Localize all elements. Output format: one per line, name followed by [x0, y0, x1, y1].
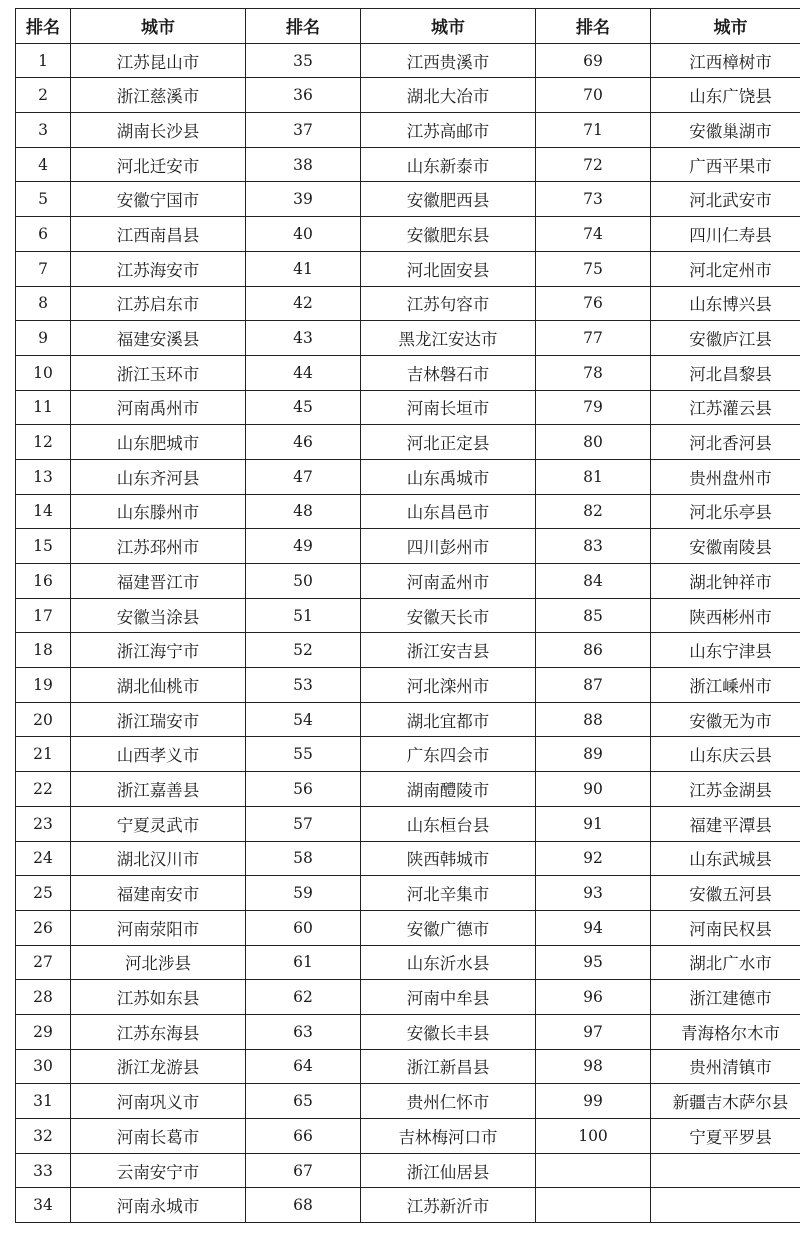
- rank-cell: 71: [536, 113, 651, 148]
- rank-cell: 14: [16, 494, 71, 529]
- rank-cell: 16: [16, 564, 71, 599]
- city-cell: 河北武安市: [651, 182, 800, 217]
- table-row: [16, 806, 800, 841]
- rank-cell: 59: [246, 876, 361, 911]
- city-cell: 安徽宁国市: [71, 182, 246, 217]
- city-cell: 贵州盘州市: [651, 459, 800, 494]
- rank-cell: 81: [536, 459, 651, 494]
- rank-cell: 87: [536, 668, 651, 703]
- table-row: [16, 113, 800, 148]
- city-cell: 河北定州市: [651, 251, 800, 286]
- city-cell: 江苏句容市: [361, 286, 536, 321]
- rank-cell: 29: [16, 1014, 71, 1049]
- rank-cell: 90: [536, 772, 651, 807]
- rank-cell: 5: [16, 182, 71, 217]
- rank-cell: 53: [246, 668, 361, 703]
- header-city-3: 城市: [651, 9, 800, 44]
- rank-cell: 44: [246, 355, 361, 390]
- rank-cell: 66: [246, 1119, 361, 1154]
- city-cell: 江苏如东县: [71, 980, 246, 1015]
- city-cell: 浙江海宁市: [71, 633, 246, 668]
- rank-cell: 48: [246, 494, 361, 529]
- city-cell: 河南荥阳市: [71, 910, 246, 945]
- rank-cell: 68: [246, 1188, 361, 1223]
- rank-cell: 42: [246, 286, 361, 321]
- table-row: [16, 286, 800, 321]
- city-cell: 河北正定县: [361, 425, 536, 460]
- city-cell: 陕西彬州市: [651, 598, 800, 633]
- city-cell: [651, 1153, 800, 1188]
- city-cell: 河南长葛市: [71, 1119, 246, 1154]
- city-cell: 湖北仙桃市: [71, 668, 246, 703]
- table-row: [16, 668, 800, 703]
- rank-cell: 15: [16, 529, 71, 564]
- city-cell: 四川仁寿县: [651, 217, 800, 252]
- city-cell: 浙江新昌县: [361, 1049, 536, 1084]
- city-cell: 江苏高邮市: [361, 113, 536, 148]
- city-cell: 安徽肥西县: [361, 182, 536, 217]
- city-cell: 山东桓台县: [361, 806, 536, 841]
- table-row: [16, 1119, 800, 1154]
- rank-cell: 100: [536, 1119, 651, 1154]
- rank-cell: 13: [16, 459, 71, 494]
- rank-cell: 89: [536, 737, 651, 772]
- rank-cell: 10: [16, 355, 71, 390]
- rank-cell: 51: [246, 598, 361, 633]
- rank-cell: 82: [536, 494, 651, 529]
- city-cell: 江苏海安市: [71, 251, 246, 286]
- rank-cell: 41: [246, 251, 361, 286]
- rank-cell: 91: [536, 806, 651, 841]
- rank-cell: 75: [536, 251, 651, 286]
- city-cell: 宁夏灵武市: [71, 806, 246, 841]
- rank-cell: 24: [16, 841, 71, 876]
- city-cell: [651, 1188, 800, 1223]
- rank-cell: 40: [246, 217, 361, 252]
- city-cell: 安徽肥东县: [361, 217, 536, 252]
- city-cell: 江苏启东市: [71, 286, 246, 321]
- city-cell: 福建安溪县: [71, 321, 246, 356]
- table-row: [16, 1084, 800, 1119]
- table-row: [16, 425, 800, 460]
- city-cell: 河北辛集市: [361, 876, 536, 911]
- city-cell: 河北滦州市: [361, 668, 536, 703]
- city-cell: 贵州仁怀市: [361, 1084, 536, 1119]
- rank-cell: 86: [536, 633, 651, 668]
- rank-cell: 25: [16, 876, 71, 911]
- rank-cell: 35: [246, 43, 361, 78]
- rank-cell: 57: [246, 806, 361, 841]
- city-cell: 河南永城市: [71, 1188, 246, 1223]
- table-row: [16, 217, 800, 252]
- table-row: [16, 459, 800, 494]
- city-cell: 江苏东海县: [71, 1014, 246, 1049]
- rank-cell: 11: [16, 390, 71, 425]
- rank-cell: 69: [536, 43, 651, 78]
- city-cell: 山东博兴县: [651, 286, 800, 321]
- table-header-row: [16, 9, 800, 44]
- city-cell: 河北迁安市: [71, 147, 246, 182]
- rank-cell: 58: [246, 841, 361, 876]
- city-cell: 湖南长沙县: [71, 113, 246, 148]
- city-cell: 浙江建德市: [651, 980, 800, 1015]
- city-cell: 江西樟树市: [651, 43, 800, 78]
- city-cell: 山东沂水县: [361, 945, 536, 980]
- city-cell: 江苏邳州市: [71, 529, 246, 564]
- city-cell: 河南禹州市: [71, 390, 246, 425]
- rank-cell: 50: [246, 564, 361, 599]
- rank-cell: 18: [16, 633, 71, 668]
- rank-cell: 23: [16, 806, 71, 841]
- city-cell: 江苏金湖县: [651, 772, 800, 807]
- city-cell: 湖北钟祥市: [651, 564, 800, 599]
- table-row: [16, 147, 800, 182]
- rank-cell: 8: [16, 286, 71, 321]
- city-cell: 山东武城县: [651, 841, 800, 876]
- rank-cell: 63: [246, 1014, 361, 1049]
- rank-cell: 31: [16, 1084, 71, 1119]
- rank-cell: 73: [536, 182, 651, 217]
- city-cell: 宁夏平罗县: [651, 1119, 800, 1154]
- rank-cell: 52: [246, 633, 361, 668]
- city-cell: 广西平果市: [651, 147, 800, 182]
- rank-cell: 43: [246, 321, 361, 356]
- rank-cell: [536, 1153, 651, 1188]
- city-cell: 湖北大冶市: [361, 78, 536, 113]
- rank-cell: 70: [536, 78, 651, 113]
- city-cell: 贵州清镇市: [651, 1049, 800, 1084]
- city-cell: 江西南昌县: [71, 217, 246, 252]
- table-row: [16, 598, 800, 633]
- rank-cell: 1: [16, 43, 71, 78]
- table-row: [16, 1188, 800, 1223]
- rank-cell: 65: [246, 1084, 361, 1119]
- header-rank-2: 排名: [246, 9, 361, 44]
- rank-cell: 79: [536, 390, 651, 425]
- header-rank-1: 排名: [16, 9, 71, 44]
- city-cell: 山东昌邑市: [361, 494, 536, 529]
- rank-cell: 30: [16, 1049, 71, 1084]
- rank-cell: 27: [16, 945, 71, 980]
- city-cell: 安徽无为市: [651, 702, 800, 737]
- city-cell: 福建平潭县: [651, 806, 800, 841]
- city-cell: 安徽巢湖市: [651, 113, 800, 148]
- rank-cell: 88: [536, 702, 651, 737]
- table-row: [16, 1014, 800, 1049]
- header-rank-3: 排名: [536, 9, 651, 44]
- table-row: [16, 737, 800, 772]
- table-row: [16, 78, 800, 113]
- city-cell: 吉林磐石市: [361, 355, 536, 390]
- rank-cell: 17: [16, 598, 71, 633]
- table-row: [16, 529, 800, 564]
- city-cell: 江苏新沂市: [361, 1188, 536, 1223]
- rank-cell: 2: [16, 78, 71, 113]
- rank-cell: 32: [16, 1119, 71, 1154]
- city-cell: 河南中牟县: [361, 980, 536, 1015]
- city-ranking-table: [15, 8, 800, 1223]
- city-cell: 山东宁津县: [651, 633, 800, 668]
- rank-cell: 94: [536, 910, 651, 945]
- rank-cell: 67: [246, 1153, 361, 1188]
- table-row: [16, 1153, 800, 1188]
- rank-cell: 95: [536, 945, 651, 980]
- table-row: [16, 633, 800, 668]
- city-cell: 安徽当涂县: [71, 598, 246, 633]
- city-cell: 浙江安吉县: [361, 633, 536, 668]
- rank-cell: 6: [16, 217, 71, 252]
- ranking-table-container: [15, 8, 800, 1223]
- rank-cell: 19: [16, 668, 71, 703]
- city-cell: 福建南安市: [71, 876, 246, 911]
- rank-cell: 84: [536, 564, 651, 599]
- city-cell: 山东新泰市: [361, 147, 536, 182]
- city-cell: 山西孝义市: [71, 737, 246, 772]
- rank-cell: 72: [536, 147, 651, 182]
- city-cell: 江苏灌云县: [651, 390, 800, 425]
- rank-cell: 83: [536, 529, 651, 564]
- rank-cell: 60: [246, 910, 361, 945]
- rank-cell: 37: [246, 113, 361, 148]
- city-cell: 湖北广水市: [651, 945, 800, 980]
- rank-cell: 80: [536, 425, 651, 460]
- table-row: [16, 355, 800, 390]
- city-cell: 河北乐亭县: [651, 494, 800, 529]
- rank-cell: [536, 1188, 651, 1223]
- city-cell: 浙江嘉善县: [71, 772, 246, 807]
- city-cell: 安徽庐江县: [651, 321, 800, 356]
- city-cell: 浙江慈溪市: [71, 78, 246, 113]
- table-row: [16, 772, 800, 807]
- city-cell: 河北香河县: [651, 425, 800, 460]
- city-cell: 福建晋江市: [71, 564, 246, 599]
- rank-cell: 33: [16, 1153, 71, 1188]
- city-cell: 浙江玉环市: [71, 355, 246, 390]
- rank-cell: 3: [16, 113, 71, 148]
- city-cell: 山东齐河县: [71, 459, 246, 494]
- city-cell: 黑龙江安达市: [361, 321, 536, 356]
- rank-cell: 47: [246, 459, 361, 494]
- rank-cell: 56: [246, 772, 361, 807]
- table-row: [16, 321, 800, 356]
- table-row: [16, 390, 800, 425]
- city-cell: 湖北汉川市: [71, 841, 246, 876]
- city-cell: 山东庆云县: [651, 737, 800, 772]
- table-row: [16, 841, 800, 876]
- city-cell: 山东滕州市: [71, 494, 246, 529]
- city-cell: 吉林梅河口市: [361, 1119, 536, 1154]
- table-row: [16, 945, 800, 980]
- table-row: [16, 251, 800, 286]
- rank-cell: 26: [16, 910, 71, 945]
- city-cell: 四川彭州市: [361, 529, 536, 564]
- table-row: [16, 182, 800, 217]
- city-cell: 河南孟州市: [361, 564, 536, 599]
- rank-cell: 12: [16, 425, 71, 460]
- rank-cell: 38: [246, 147, 361, 182]
- city-cell: 青海格尔木市: [651, 1014, 800, 1049]
- rank-cell: 22: [16, 772, 71, 807]
- city-cell: 河南长垣市: [361, 390, 536, 425]
- city-cell: 江西贵溪市: [361, 43, 536, 78]
- city-cell: 湖北宜都市: [361, 702, 536, 737]
- city-cell: 安徽天长市: [361, 598, 536, 633]
- rank-cell: 92: [536, 841, 651, 876]
- header-city-2: 城市: [361, 9, 536, 44]
- rank-cell: 97: [536, 1014, 651, 1049]
- rank-cell: 46: [246, 425, 361, 460]
- rank-cell: 39: [246, 182, 361, 217]
- table-row: [16, 702, 800, 737]
- rank-cell: 76: [536, 286, 651, 321]
- rank-cell: 9: [16, 321, 71, 356]
- city-cell: 山东肥城市: [71, 425, 246, 460]
- table-row: [16, 876, 800, 911]
- table-row: [16, 494, 800, 529]
- city-cell: 山东禹城市: [361, 459, 536, 494]
- rank-cell: 21: [16, 737, 71, 772]
- table-row: [16, 43, 800, 78]
- table-row: [16, 564, 800, 599]
- city-cell: 湖南醴陵市: [361, 772, 536, 807]
- rank-cell: 4: [16, 147, 71, 182]
- rank-cell: 93: [536, 876, 651, 911]
- rank-cell: 28: [16, 980, 71, 1015]
- rank-cell: 20: [16, 702, 71, 737]
- city-cell: 云南安宁市: [71, 1153, 246, 1188]
- rank-cell: 78: [536, 355, 651, 390]
- city-cell: 安徽广德市: [361, 910, 536, 945]
- rank-cell: 34: [16, 1188, 71, 1223]
- city-cell: 浙江瑞安市: [71, 702, 246, 737]
- rank-cell: 49: [246, 529, 361, 564]
- city-cell: 河南民权县: [651, 910, 800, 945]
- rank-cell: 62: [246, 980, 361, 1015]
- city-cell: 安徽长丰县: [361, 1014, 536, 1049]
- city-cell: 河北固安县: [361, 251, 536, 286]
- city-cell: 河南巩义市: [71, 1084, 246, 1119]
- city-cell: 新疆吉木萨尔县: [651, 1084, 800, 1119]
- rank-cell: 61: [246, 945, 361, 980]
- table-row: [16, 980, 800, 1015]
- rank-cell: 55: [246, 737, 361, 772]
- table-body: [16, 43, 800, 1222]
- rank-cell: 7: [16, 251, 71, 286]
- city-cell: 浙江仙居县: [361, 1153, 536, 1188]
- rank-cell: 99: [536, 1084, 651, 1119]
- rank-cell: 98: [536, 1049, 651, 1084]
- city-cell: 河北昌黎县: [651, 355, 800, 390]
- city-cell: 浙江嵊州市: [651, 668, 800, 703]
- rank-cell: 36: [246, 78, 361, 113]
- rank-cell: 74: [536, 217, 651, 252]
- table-row: [16, 910, 800, 945]
- city-cell: 安徽南陵县: [651, 529, 800, 564]
- rank-cell: 64: [246, 1049, 361, 1084]
- rank-cell: 54: [246, 702, 361, 737]
- rank-cell: 45: [246, 390, 361, 425]
- table-row: [16, 1049, 800, 1084]
- city-cell: 江苏昆山市: [71, 43, 246, 78]
- city-cell: 安徽五河县: [651, 876, 800, 911]
- city-cell: 河北涉县: [71, 945, 246, 980]
- rank-cell: 77: [536, 321, 651, 356]
- rank-cell: 85: [536, 598, 651, 633]
- city-cell: 陕西韩城市: [361, 841, 536, 876]
- city-cell: 浙江龙游县: [71, 1049, 246, 1084]
- city-cell: 山东广饶县: [651, 78, 800, 113]
- header-city-1: 城市: [71, 9, 246, 44]
- city-cell: 广东四会市: [361, 737, 536, 772]
- rank-cell: 96: [536, 980, 651, 1015]
